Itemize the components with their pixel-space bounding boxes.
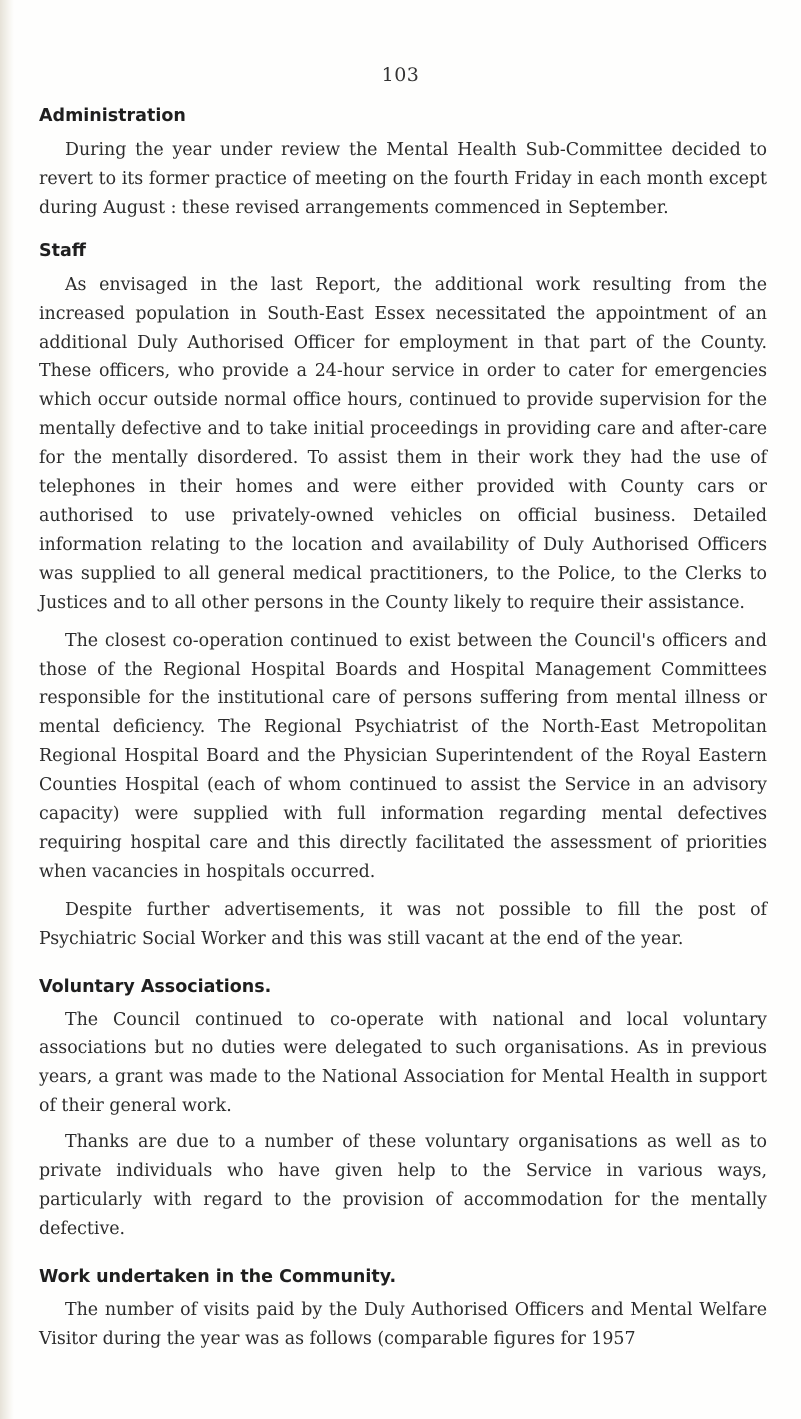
paragraph: The closest co-operation continued to exist between the Council's officers and those of the Regional Hospital Boards and Hospital Management Committees responsible for the institutional care of persons suffering from mental illness or mental deficiency. The Regional Psychiatrist of the North-East Metropolitan Regional Hospital Board and the Physician Superintendent of the Royal Eastern Counties Hospital (each of whom continued to assist the Service in an advisory capacity) were supplied with full information regarding mental defectives requiring hospital care and this directly facilitated the assessment of priorities when vacancies in hospitals occurred. (39, 630, 767, 882)
section-heading: Work undertaken in the Community. (39, 1266, 397, 1287)
page-body (39, 105, 767, 1354)
paragraph: As envisaged in the last Report, the additional work resulting from the increased population in South-East Essex necessitated the appointment of an additional Duly Authorised Officer for employment in that part of the County. These officers, who provide a 24-hour service in order to cater for emergencies which occur outside normal office hours, continued to provide supervision for the mentally defective and to take initial proceedings in providing care and after-care for the mentally disordered. To assist them in their work they had the use of telephones in their homes and were either provided with County cars or authorised to use privately-owned vehicles on official business. Detailed information relating to the location and availability of Duly Authorised Officers was supplied to all general medical practitioners, to the Police, to the Clerks to Justices and to all other persons in the County likely to require their assistance. (39, 274, 767, 613)
page-number: 103 (381, 64, 420, 86)
paragraph: The Council continued to co-operate with national and local voluntary associations but no duties were delegated to such organisations. As in previous years, a grant was made to the National Association for Mental Health in support of their general work. (39, 1009, 767, 1117)
paragraph: Thanks are due to a number of these voluntary organisations as well as to private individuals who have given help to the Service in various ways, particularly with regard to the provision of accommodation for the mentally defective. (39, 1132, 767, 1239)
section-staff (39, 240, 767, 954)
paragraph: The number of visits paid by the Duly Authorised Officers and Mental Welfare Visitor during the year was as follows (comparable figures for 1957 (39, 1299, 767, 1349)
section-heading: Staff (39, 240, 86, 261)
binding-edge (0, 0, 14, 1419)
paragraph: Despite further advertisements, it was not possible to fill the post of Psychiatric Social Worker and this was still vacant at the end of the year. (39, 899, 767, 949)
paragraph: During the year under review the Mental Health Sub-Committee decided to revert to its former practice of meeting on the fourth Friday in each month except during August : these revised arrangements commenced in September. (39, 140, 767, 218)
section-voluntary-associations (39, 976, 767, 1244)
section-heading: Voluntary Associations. (39, 976, 272, 997)
section-community-work (39, 1266, 767, 1354)
section-administration (39, 105, 767, 223)
section-heading: Administration (39, 106, 186, 126)
